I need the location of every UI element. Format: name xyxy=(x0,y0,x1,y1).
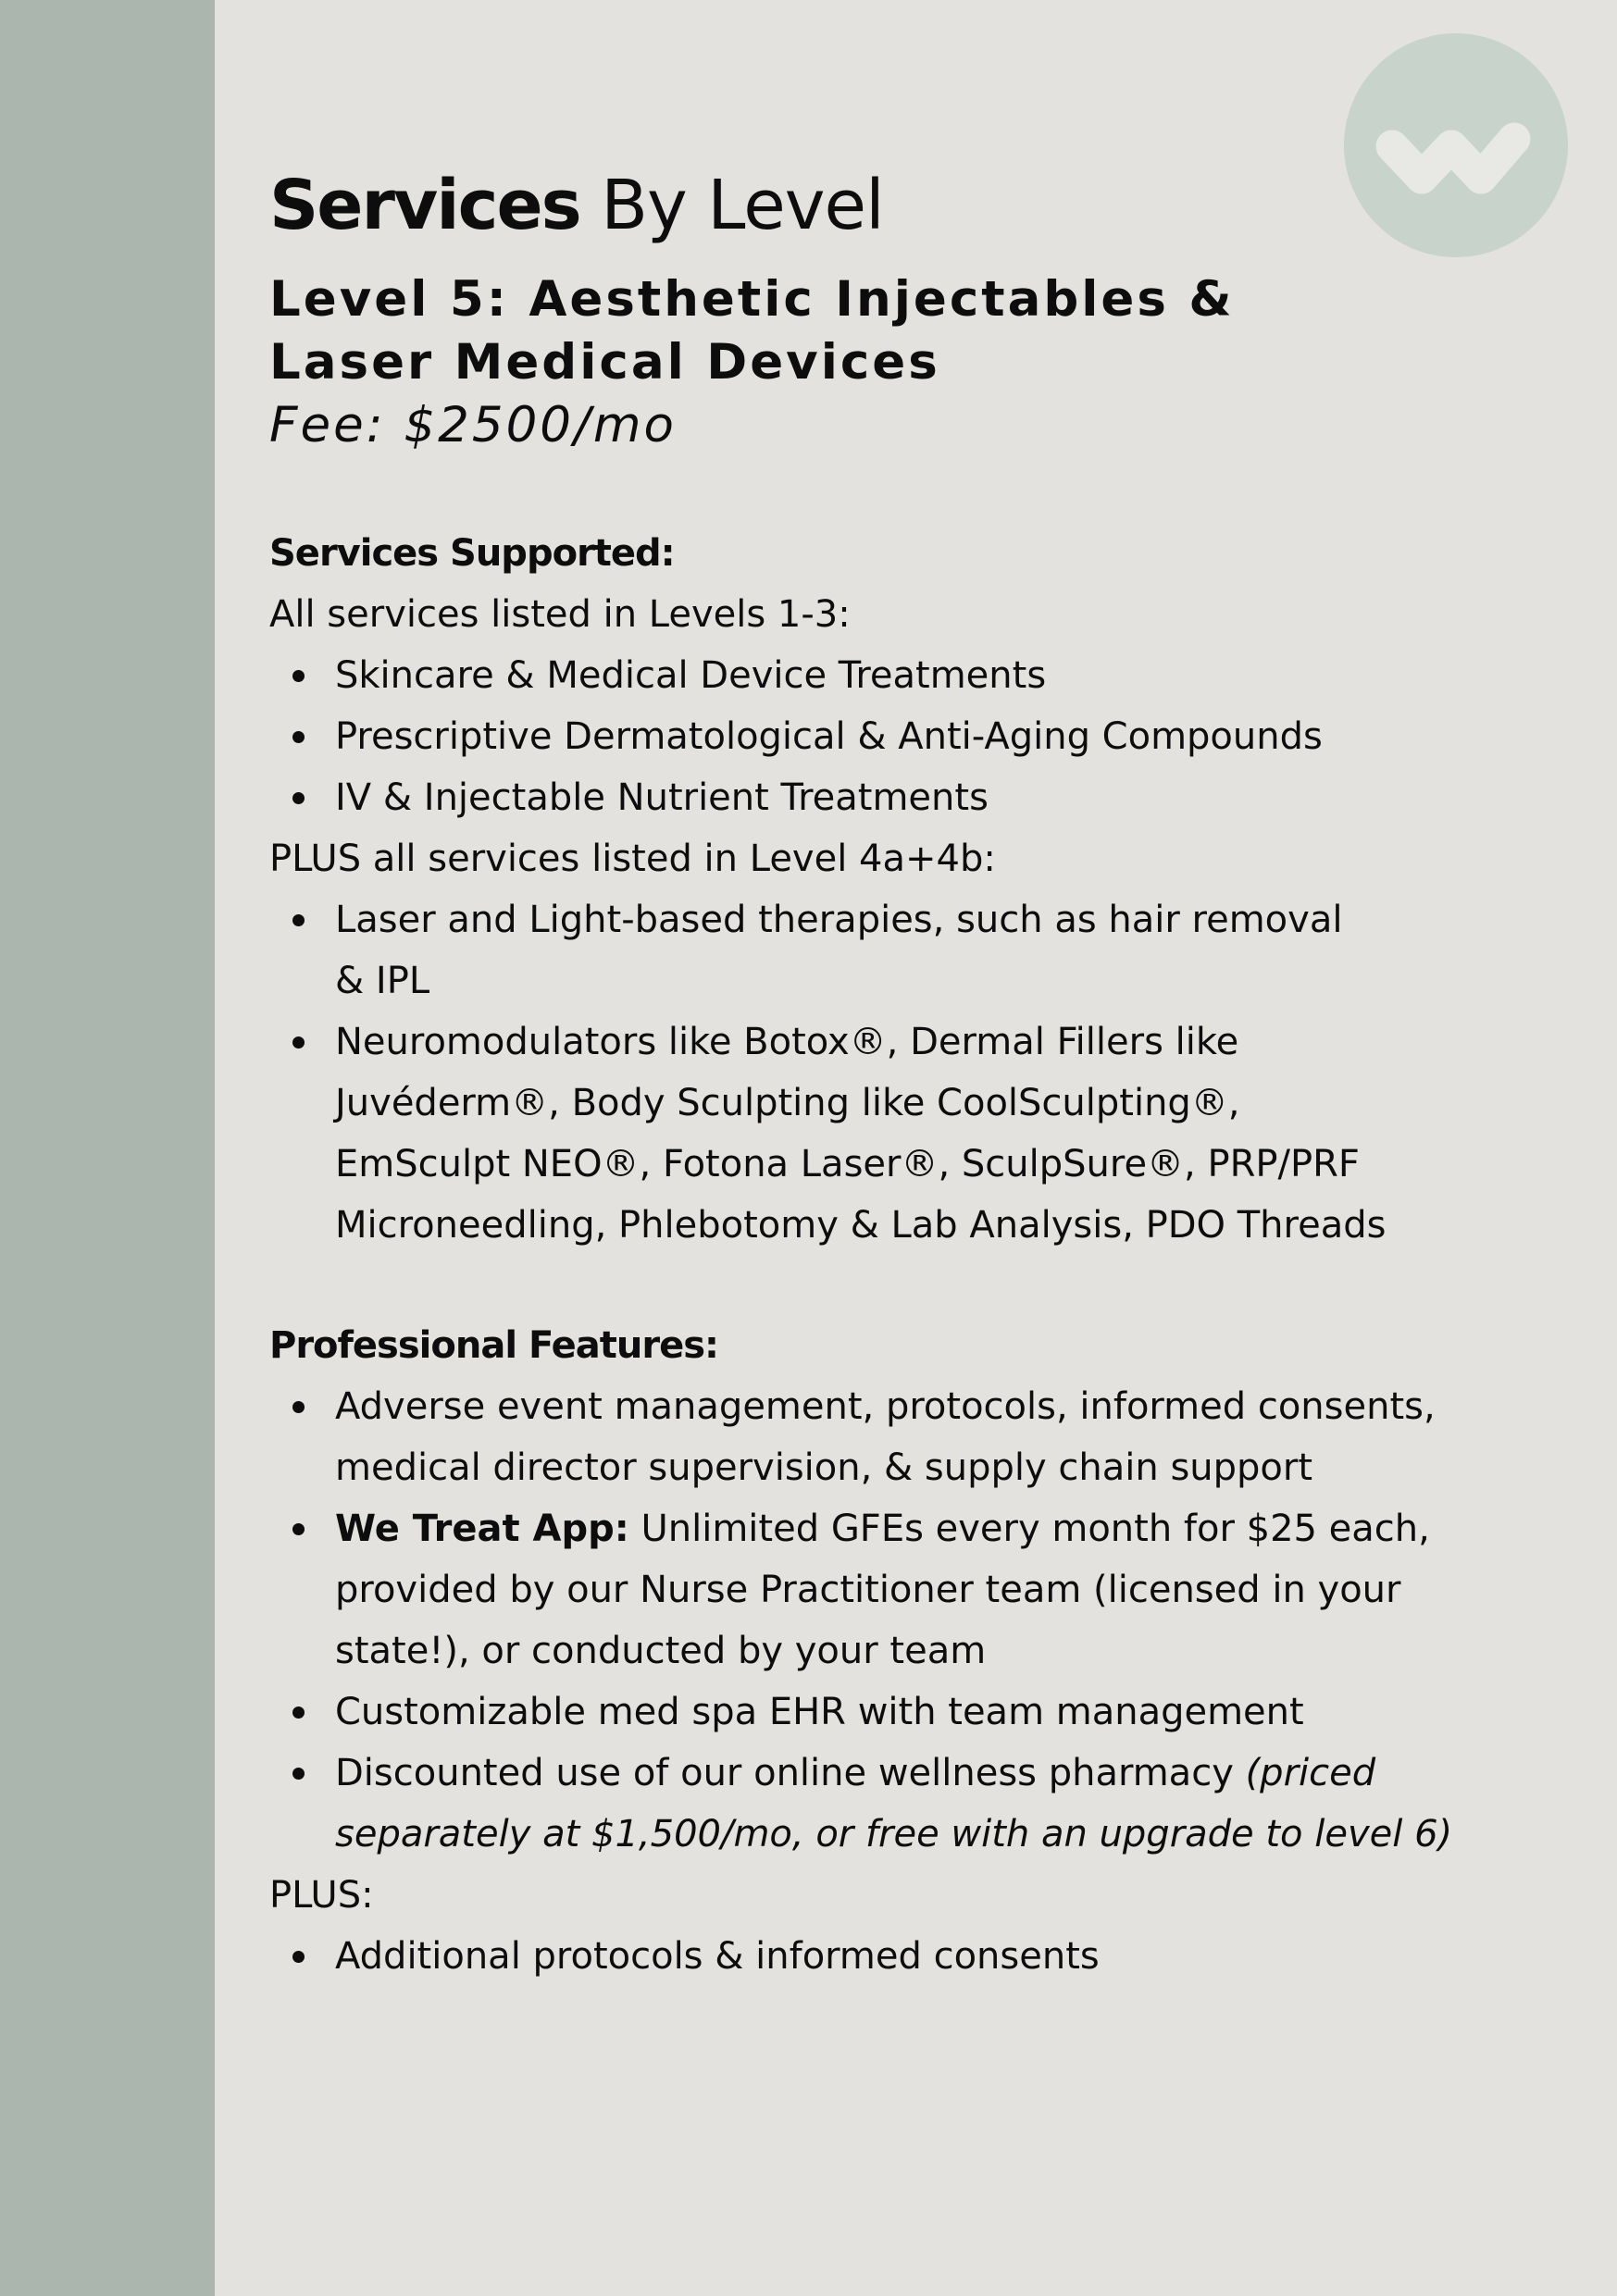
services-content xyxy=(269,159,1473,1987)
list-item-line: Neuromodulators like Botox®, Dermal Fillers like xyxy=(335,1021,1239,1063)
pharmacy-text: Discounted use of our online wellness pharmacy xyxy=(335,1752,1234,1794)
side-band xyxy=(0,0,215,2296)
list-item xyxy=(269,1376,1473,1498)
level-fee: Fee: $2500/mo xyxy=(269,397,677,453)
list-item xyxy=(269,1011,1473,1256)
level-heading-line-2: Laser Medical Devices xyxy=(269,334,940,391)
levels-1-3-list xyxy=(269,645,1473,828)
list-item-line: Laser and Light-based therapies, such as hair removal xyxy=(335,899,1343,941)
list-item-line: EmSculpt NEO®, Fotona Laser®, SculpSure®, PRP/PRF xyxy=(335,1143,1360,1185)
we-treat-app-description: Unlimited GFEs every month for $25 each, provided by our Nurse Practitioner team (licensed in your state!), or conducted by your team xyxy=(335,1508,1430,1672)
level-heading-line-1: Level 5: Aesthetic Injectables & xyxy=(269,271,1235,328)
list-item-text: Adverse event management, protocols, informed consents, medical director supervision, & supply chain support xyxy=(335,1385,1436,1489)
list-item: Prescriptive Dermatological & Anti-Aging Compounds xyxy=(269,706,1473,767)
level-4-intro: PLUS all services listed in Level 4a+4b: xyxy=(269,838,996,880)
we-treat-app-label: We Treat App: xyxy=(335,1508,629,1550)
list-item xyxy=(269,1498,1473,1682)
list-item-line: Juvéderm®, Body Sculpting like CoolSculpting®, xyxy=(335,1082,1240,1124)
list-item-line: & IPL xyxy=(335,960,430,1002)
list-item: Customizable med spa EHR with team management xyxy=(269,1682,1473,1743)
services-supported-section xyxy=(269,523,1473,1256)
list-item: Skincare & Medical Device Treatments xyxy=(269,645,1473,706)
page-title xyxy=(269,159,1473,252)
plus-list xyxy=(269,1926,1473,1987)
services-supported-heading: Services Supported: xyxy=(269,532,675,575)
list-item xyxy=(269,1743,1473,1865)
plus-label: PLUS: xyxy=(269,1874,374,1917)
list-item xyxy=(269,889,1473,1011)
list-item-text xyxy=(335,1743,1492,1865)
list-item-text xyxy=(335,1498,1492,1682)
level-4-list xyxy=(269,889,1473,1256)
list-item: IV & Injectable Nutrient Treatments xyxy=(269,767,1473,828)
professional-features-section xyxy=(269,1315,1473,1987)
level-heading xyxy=(269,268,1473,394)
list-item: Additional protocols & informed consents xyxy=(269,1926,1473,1987)
list-item-line: Microneedling, Phlebotomy & Lab Analysis, PDO Threads xyxy=(335,1204,1387,1247)
professional-features-heading: Professional Features: xyxy=(269,1324,719,1367)
levels-1-3-intro: All services listed in Levels 1-3: xyxy=(269,593,851,636)
pharmacy-price-note: (priced separately at $1,500/mo, or free with an upgrade to level 6) xyxy=(335,1752,1453,1855)
professional-features-list xyxy=(269,1376,1473,1865)
page-title-bold: Services xyxy=(269,166,580,245)
page-title-rest: By Level xyxy=(579,166,884,245)
